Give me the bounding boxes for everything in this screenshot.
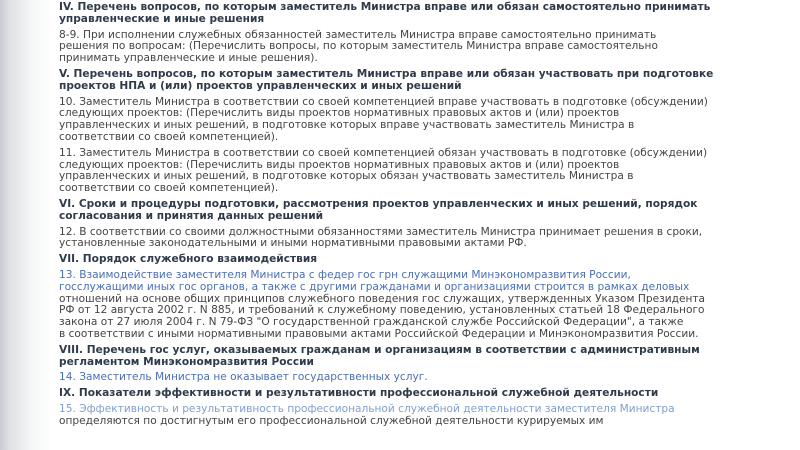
section-8-heading-line-2: регламентом Минэкономразвития России bbox=[59, 355, 314, 368]
section-4-heading-line-1: IV. Перечень вопросов, по которым заместитель Министра вправе или обязан самостоятельно принимать bbox=[59, 1, 711, 13]
section-7-paragraph-1-line-4: РФ от 12 августа 2002 г. N 885, и требований к служебному поведению, установленных статьей 18 Федерального bbox=[59, 304, 705, 317]
section-9-heading-line-1: IX. Показатели эффективности и результативности профессиональной служебной деятельности bbox=[59, 387, 659, 400]
section-7-paragraph-1-line-3: отношений на основе общих принципов служебного поведения гос служащих, утвержденных Указом Президента bbox=[59, 292, 706, 305]
section-5-heading-line-1: V. Перечень вопросов, по которым заместитель Министра вправе или обязан участвовать при подготовке bbox=[59, 67, 714, 80]
section-4-paragraph-1-line-2: решения по вопросам: (Перечислить вопросы, по которым заместитель Министра вправе самостоятельно bbox=[59, 40, 658, 53]
section-7-heading-line-1: VII. Порядок служебного взаимодействия bbox=[59, 253, 318, 266]
section-5-paragraph-1-line-2: следующих проектов: (Перечислить виды проектов нормативных правовых актов и (или) проектов bbox=[59, 107, 620, 120]
section-6-heading-line-2: согласования и принятия данных решений bbox=[59, 209, 324, 222]
section-7 bbox=[59, 254, 779, 341]
section-8-paragraph-1-line-1: 14. Заместитель Министра не оказывает государственных услуг. bbox=[59, 371, 428, 384]
section-4 bbox=[59, 2, 779, 65]
section-4-heading-line-2: управленческие и иные решения bbox=[59, 12, 265, 25]
section-9-paragraph-1-line-1: 15. Эффективность и результативность профессиональной служебной деятельности заместителя Министра bbox=[59, 402, 675, 415]
section-6 bbox=[59, 199, 779, 250]
section-5-paragraph-2-line-4: соответствии со своей компетенцией). bbox=[59, 182, 279, 195]
section-5-paragraph-1-line-3: управленческих и иных решений, в подготовке которых вправе участвовать заместитель Министра в bbox=[59, 119, 635, 132]
section-4-paragraph-1-line-3: принимать управленческие и иные решения). bbox=[59, 52, 318, 65]
section-5-paragraph-2-line-1: 11. Заместитель Министра в соответствии со своей компетенцией обязан участвовать в подготовке (обсуждении) bbox=[59, 146, 708, 159]
section-7-paragraph-1-line-2: госслужащими иных гос органов, а также с другими гражданами и организациями строится в рамках деловых bbox=[59, 280, 690, 293]
section-6-paragraph-1-line-2: установленные законодательными и иными нормативными правовыми актами РФ. bbox=[59, 237, 527, 250]
section-7-paragraph-1-line-6: в соответствии с иными нормативными правовыми актами Российской Федерации и Минэкономразвития России. bbox=[59, 327, 699, 340]
section-6-paragraph-1-line-1: 12. В соответствии со своими должностными обязанностями заместитель Министра принимает решения в сроки, bbox=[59, 225, 703, 238]
section-7-paragraph-1-line-5: закона от 27 июля 2004 г. N 79-ФЗ "О государственной гражданской службе Российской Федерации", а также bbox=[59, 316, 684, 329]
section-5 bbox=[59, 69, 779, 195]
section-4-paragraph-1-line-1: 8-9. При исполнении служебных обязанностей заместитель Министра вправе самостоятельно принимать bbox=[59, 28, 657, 41]
page-right-fade bbox=[770, 0, 800, 450]
section-7-paragraph-1-line-1: 13. Взаимодействие заместителя Министра с федер гос грн служащими Минэкономразвития России, bbox=[59, 268, 631, 281]
section-8 bbox=[59, 345, 779, 384]
section-5-paragraph-2-line-2: следующих проектов: (Перечислить виды проектов нормативных правовых актов и (или) проектов bbox=[59, 158, 620, 171]
section-5-paragraph-1-line-4: соответствии со своей компетенцией). bbox=[59, 130, 279, 143]
section-5-paragraph-1-line-1: 10. Заместитель Министра в соответствии со своей компетенцией вправе участвовать в подготовке (обсуждении) bbox=[59, 95, 708, 108]
section-9-paragraph-1-line-2: определяются по достигнутым его профессиональной служебной деятельности курируемых им bbox=[59, 414, 604, 427]
document-content bbox=[59, 2, 779, 428]
section-8-heading-line-1: VIII. Перечень гос услуг, оказываемых гражданам и организациям в соответствии с административным bbox=[59, 343, 700, 356]
section-6-heading-line-1: VI. Сроки и процедуры подготовки, рассмотрения проектов управленческих и иных решений, порядок bbox=[59, 197, 698, 210]
page-left-shadow bbox=[0, 0, 52, 450]
section-9 bbox=[59, 388, 779, 427]
section-5-heading-line-2: проектов НПА и (или) проектов управленческих и иных решений bbox=[59, 79, 462, 92]
section-5-paragraph-2-line-3: управленческих и иных решений, в подготовке которых обязан участвовать заместитель Министра в bbox=[59, 170, 634, 183]
